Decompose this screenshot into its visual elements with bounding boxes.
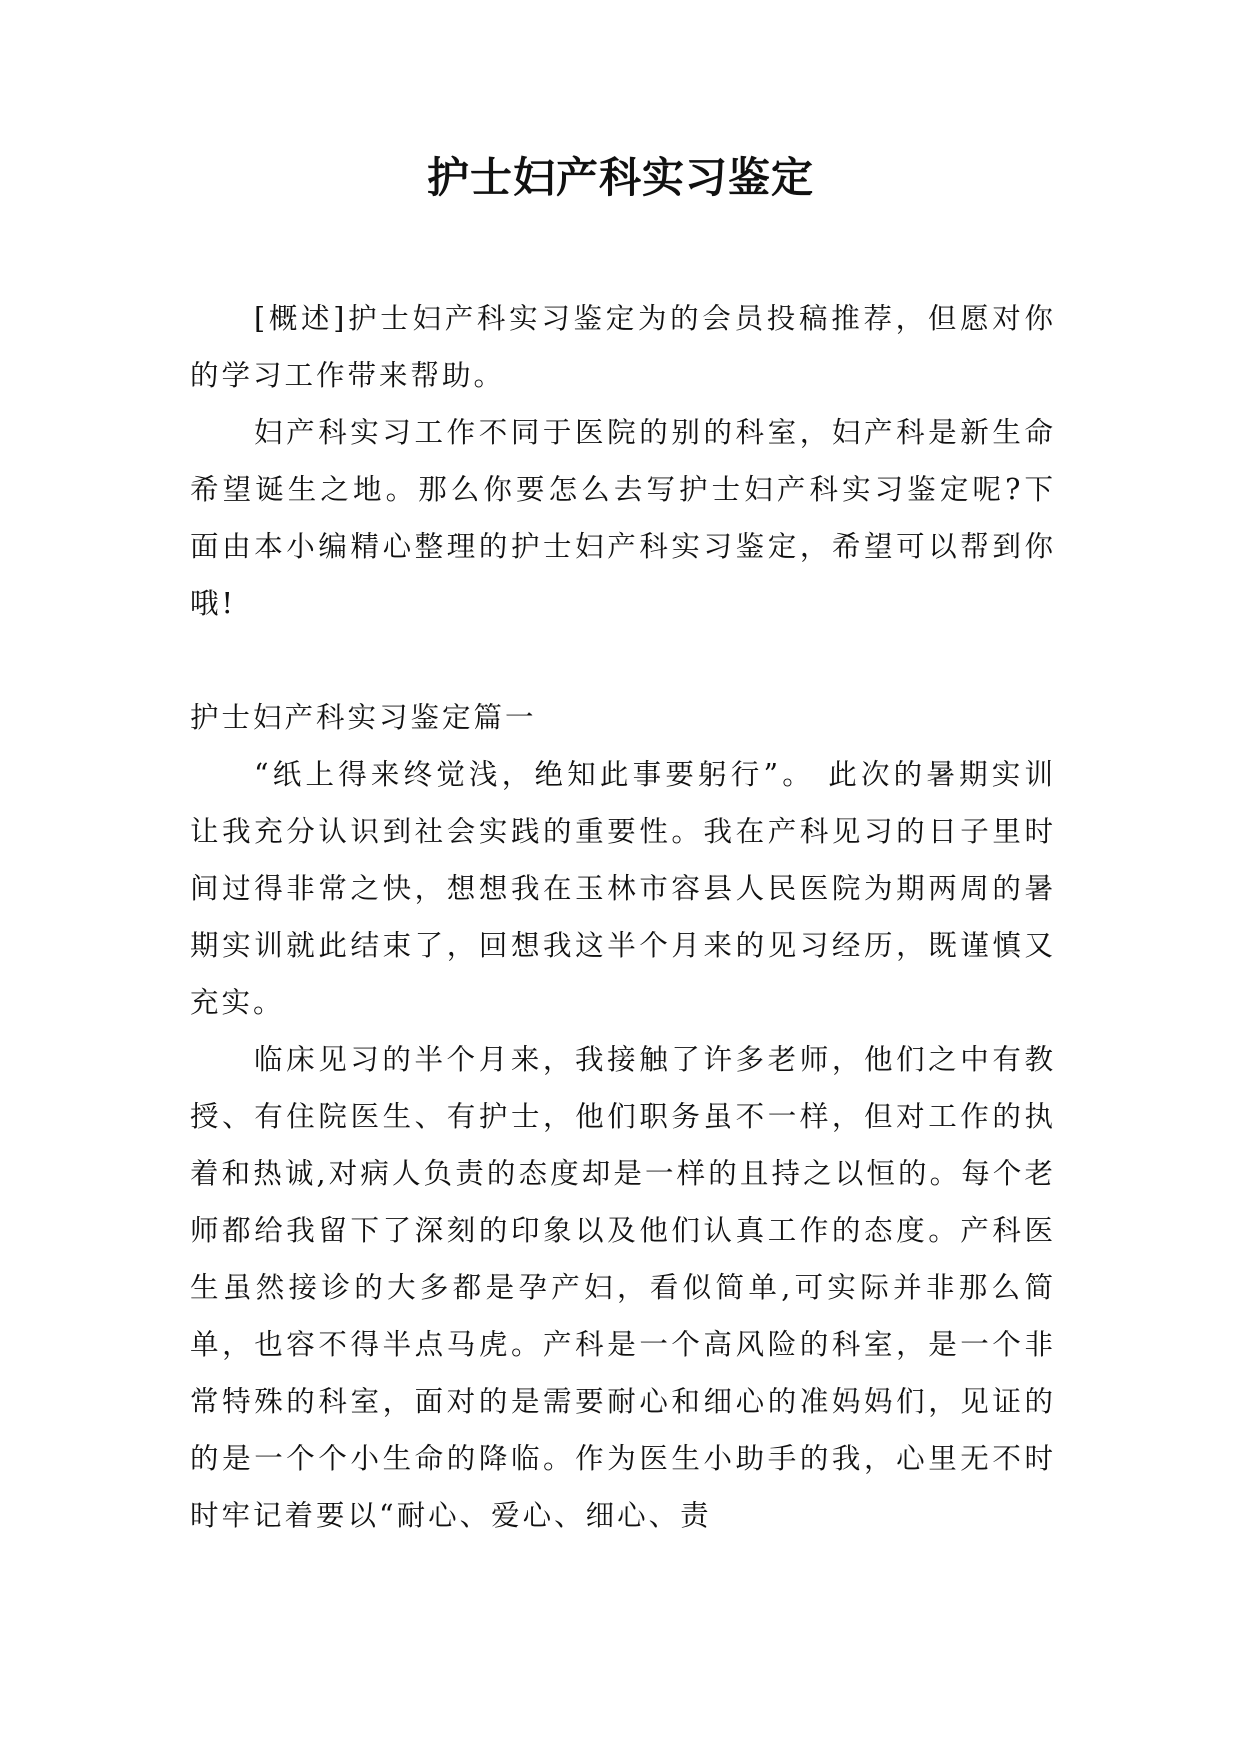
body-paragraph-1: “纸上得来终觉浅，绝知此事要躬行”。 此次的暑期实训让我充分认识到社会实践的重要性。我在产科见习的日子里时间过得非常之快，想想我在玉林市容县人民医院为期两周的暑期实训就此结束了，回想我这半个月来的见习经历，既谨慎又充实。 [190, 758, 1056, 1019]
summary-paragraph: [概述]护士妇产科实习鉴定为的会员投稿推荐，但愿对你的学习工作带来帮助。 [190, 302, 1056, 392]
document-body [190, 290, 1056, 1544]
body-paragraph-2: 临床见习的半个月来，我接触了许多老师，他们之中有教授、有住院医生、有护士，他们职务虽不一样，但对工作的执着和热诚,对病人负责的态度却是一样的且持之以恒的。每个老师都给我留下了深刻的印象以及他们认真工作的态度。产科医生虽然接诊的大多都是孕产妇，看似简单,可实际并非那么简单，也容不得半点马虎。产科是一个高风险的科室，是一个非常特殊的科室，面对的是需要耐心和细心的准妈妈们，见证的的是一个个小生命的降临。作为医生小助手的我，心里无不时时牢记着要以“耐心、爱心、细心、责 [190, 1043, 1056, 1532]
section-heading: 护士妇产科实习鉴定篇一 [190, 701, 537, 734]
document-title: 护士妇产科实习鉴定 [426, 153, 814, 202]
paragraph-spacer [190, 632, 1056, 689]
intro-paragraph: 妇产科实习工作不同于医院的别的科室，妇产科是新生命希望诞生之地。那么你要怎么去写护士妇产科实习鉴定呢?下面由本小编精心整理的护士妇产科实习鉴定，希望可以帮到你哦! [190, 416, 1056, 620]
